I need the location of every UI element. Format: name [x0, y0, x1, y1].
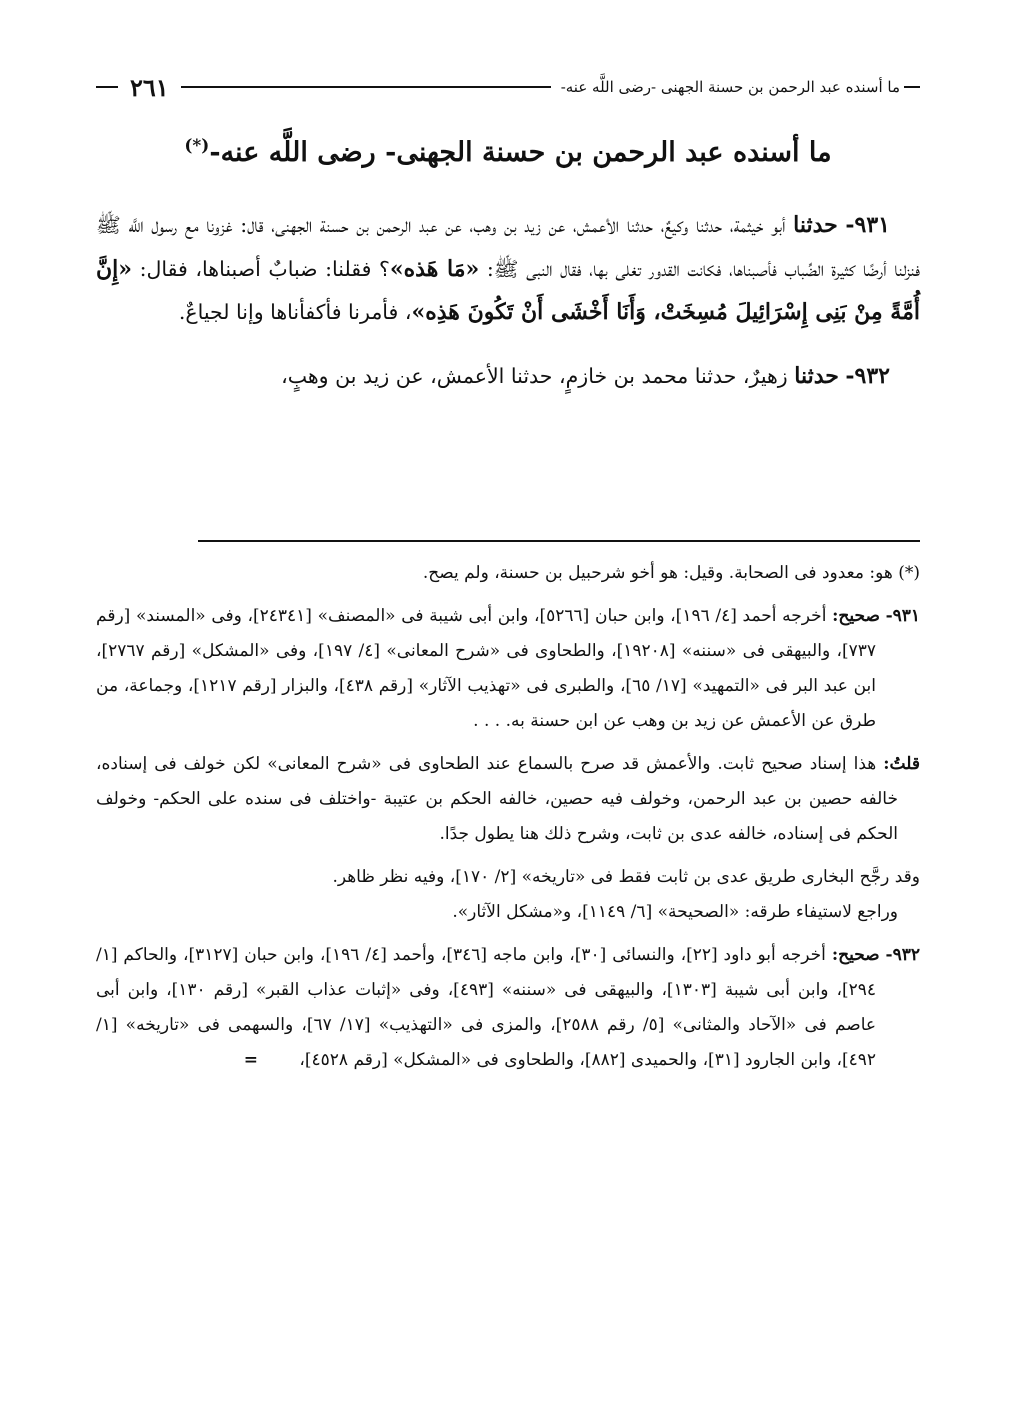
hadith-lead: حدثنا [793, 212, 838, 238]
footnotes [96, 556, 920, 1086]
footnote-grade: صحيح: [832, 606, 880, 626]
hadith-text: زهيرٌ، حدثنا محمد بن خازمٍ، حدثنا الأعمش، عن زيد بن وهبٍ، [281, 363, 788, 388]
footnote-text: وراجع لاستيفاء طرقه: «الصحيحة» [٦/ ١١٤٩]، و«مشكل الآثار». [452, 902, 898, 922]
footnote-text: هذا إسناد صحيح ثابت. والأعمش قد صرح بالسماع عند الطحاوى فى «شرح المعانى» لكن خولف فى إسناده، خالفه حصين بن عبد الرحمن، وخولف فيه حصين، خالفه الحكم بن عتيبة -واختلف فى سنده على الحكم- وخولف الحكم فى إسناده، خالفه عدى بن ثابت، وشرح ذلك هنا يطول جدًا. [96, 754, 898, 844]
footnote-separator [198, 540, 920, 542]
footnote-label: قلتُ: [883, 754, 920, 774]
hadith-quote: «مَا هَذه» [389, 255, 480, 282]
footnote-931 [96, 599, 920, 739]
hadith-text: ؟ فقلنا: ضبابٌ أصبناها، فقال: [139, 256, 390, 281]
hadith-text: ، فأمرنا فأكفأناها وإنا لجياعٌ. [178, 300, 412, 324]
hadith-number: ٩٣١- [845, 212, 890, 238]
footnote-intro [96, 556, 920, 591]
running-title: ما أسنده عبد الرحمن بن حسنة الجهنى -رضى اللَّه عنه- [560, 78, 900, 96]
footnote-text: أخرجه أبو داود [٢٢]، والنسائى [٣٠]، وابن ماجه [٣٤٦]، وأحمد [٤/ ١٩٦]، وابن حبان [٣١٢٧]، والحاكم [١/ ٢٩٤]، وابن أبى شيبة [١٣٠٣]، والبيهقى فى «سننه» [٤٩٣]، وفى «إثبات عذاب القبر» [رقم ١٣٠]، وابن أبى عاصم فى «الآحاد والمثانى» [٥/ رقم ٢٥٨٨]، والمزى فى «التهذيب» [١٧/ ٦٧]، والسهمى فى «تاريخه» [١/ ٤٩٢]، وابن الجارود [٣١]، والحميدى [٨٨٢]، والطحاوى فى «المشكل» [رقم ٤٥٢٨]، [96, 945, 877, 1070]
footnote-grade: صحيح: [831, 945, 880, 965]
footnote-qultu [96, 747, 920, 852]
running-header [96, 70, 920, 104]
hadith-text: أبو خيثمة، حدثنا وكيعٌ، حدثنا الأعمش، عن زيد بن وهب، عن عبد الرحمن بن حسنة الجهنى، قال: غزونا مع رسول اللَّه ﷺ فنزلنا أرضًا كثيرة الضِّباب فأصبناها، فكانت القدور تغلى بها، فقال النبى ﷺ: [96, 213, 920, 281]
chapter-title-note-mark: (*) [184, 136, 210, 157]
footnote-number: ٩٣٢- [885, 945, 921, 965]
continuation-mark: = [243, 1050, 258, 1070]
hadith-932 [96, 355, 920, 399]
page-number: ٢٦١ [130, 72, 169, 102]
footnote-text: هو: معدود فى الصحابة. وقيل: هو أخو شرحبيل بن حسنة، ولم يصح. [422, 563, 893, 583]
footnote-932 [96, 938, 920, 1078]
book-page [96, 0, 920, 1411]
hadith-lead: حدثنا [794, 362, 839, 389]
hadith-quote: «إِنَّ أُمَّةً مِنْ بَنِى إِسْرَائِيلَ مُسِخَتْ، وَأَنَا أَخْشَى أَنْ تَكُونَ هَذِه» [96, 255, 920, 325]
chapter-title [96, 136, 920, 168]
header-rule-right [904, 86, 920, 88]
footnote-tarjih [96, 860, 920, 930]
footnote-text: وقد رجَّح البخارى طريق عدى بن ثابت فقط فى «تاريخه» [٢/ ١٧٠]، وفيه نظر ظاهر. [332, 867, 920, 887]
chapter-title-text: ما أسنده عبد الرحمن بن حسنة الجهنى- رضى اللَّه عنه- [209, 137, 832, 169]
hadith-number: ٩٣٢- [845, 362, 890, 389]
header-rule-left [96, 86, 118, 88]
hadith-931 [96, 204, 920, 335]
header-rule-middle [181, 86, 551, 88]
footnote-text: أخرجه أحمد [٤/ ١٩٦]، وابن حبان [٥٢٦٦]، وابن أبى شيبة فى «المصنف» [٢٤٣٤١]، وفى «المسند» [رقم ٧٣٧]، والبيهقى فى «سننه» [١٩٢٠٨]، والطحاوى فى «شرح المعانى» [٤/ ١٩٧]، وفى «المشكل» [رقم ٢٧٦٧]، ابن عبد البر فى «التمهيد» [١٧/ ٦٥]، والطبرى فى «تهذيب الآثار» [رقم ٤٣٨]، والبزار [رقم ١٢١٧]، وجماعة، من طرق عن الأعمش عن زيد بن وهب عن ابن حسنة به. . . . [96, 606, 877, 731]
main-text [96, 204, 920, 418]
footnote-number: ٩٣١- [885, 606, 921, 626]
footnote-mark: (*) [898, 563, 920, 583]
